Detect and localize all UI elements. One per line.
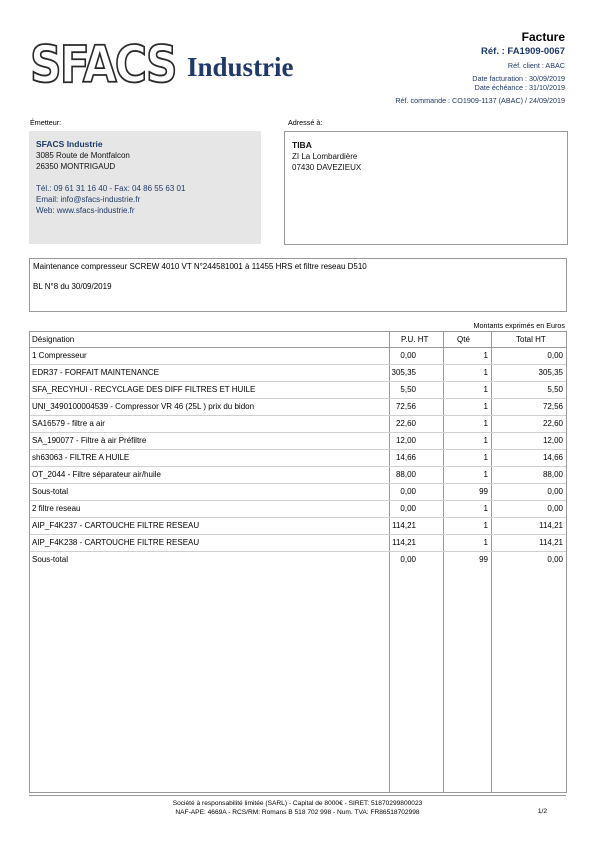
item-unit-price: 114,21 [392,538,416,547]
emitter-address-line1: 3085 Route de Montfalcon [36,151,130,160]
item-designation: SA_190077 - Filtre à air Préfiltre [32,436,147,445]
item-unit-price: 0,00 [400,555,416,564]
table-row [30,518,566,535]
item-total: 14,66 [542,453,563,462]
item-unit-price: 0,00 [400,504,416,513]
item-unit-price: 22,60 [395,419,416,428]
item-designation: Sous-total [32,487,69,496]
header-quantity: Qté [457,335,470,344]
table-row [30,484,566,501]
item-designation: AIP_F4K237 - CARTOUCHE FILTRE RESEAU [32,521,200,530]
item-unit-price: 14,66 [395,453,416,462]
header-unit-price: P.U. HT [401,335,429,344]
item-designation: 2 filtre reseau [32,504,81,513]
table-header [30,332,566,348]
item-quantity: 1 [483,368,488,377]
emitter-label: Émetteur: [30,118,62,127]
item-unit-price: 0,00 [400,487,416,496]
due-date: Date échéance : 31/10/2019 [474,83,565,92]
item-designation: UNI_3490100004539 - Compressor VR 46 (25L ) prix du bidon [32,402,255,411]
item-total: 114,21 [539,538,563,547]
logo-industrie-text: Industrie [187,52,294,82]
currency-note: Montants exprimés en Euros [473,321,565,330]
footer-divider [29,795,566,796]
item-quantity: 1 [483,385,488,394]
item-total: 305,35 [538,368,563,377]
invoice-header [395,30,565,105]
item-quantity: 99 [479,555,488,564]
table-row [30,450,566,467]
item-total: 22,60 [542,419,563,428]
item-total: 88,00 [542,470,563,479]
invoice-reference: Réf. : FA1909-0067 [481,46,565,57]
emitter-web: Web: www.sfacs-industrie.fr [36,206,135,215]
item-total: 72,56 [542,402,563,411]
company-logo [30,34,315,95]
invoice-object-box [29,258,567,312]
item-unit-price: 12,00 [395,436,416,445]
recipient-box [284,131,568,245]
item-total: 0,00 [547,555,563,564]
recipient-name: TIBA [292,140,312,150]
item-unit-price: 0,00 [400,351,416,360]
client-reference: Réf. client : ABAC [507,61,565,70]
header-designation: Désignation [32,335,75,344]
item-designation: EDR37 - FORFAIT MAINTENANCE [32,368,159,377]
item-unit-price: 5,50 [400,385,416,394]
table-row [30,501,566,518]
item-designation: AIP_F4K238 - CARTOUCHE FILTRE RESEAU [32,538,200,547]
emitter-name: SFACS Industrie [36,139,103,149]
item-quantity: 1 [483,436,488,445]
item-designation: SA16579 - filtre a air [32,419,105,428]
item-designation: sh63063 - FILTRE A HUILE [32,453,130,462]
emitter-phone: Tél.: 09 61 31 16 40 - Fax: 04 86 55 63 01 [36,184,186,193]
item-quantity: 1 [483,419,488,428]
item-unit-price: 88,00 [395,470,416,479]
recipient-address-line1: ZI La Lombardière [292,152,358,161]
item-total: 0,00 [547,351,563,360]
table-row [30,433,566,450]
emitter-email: Email: info@sfacs-industrie.fr [36,195,141,204]
footer-registration-info: NAF-APE: 4669A - RCS/RM: Romans B 518 702 998 - Num. TVA: FR86518702998 [175,809,420,816]
item-unit-price: 72,56 [395,402,416,411]
delivery-note: BL N°8 du 30/09/2019 [33,282,112,291]
page-number: 1/2 [537,808,547,815]
table-row [30,416,566,433]
invoice-items-table [29,331,567,793]
table-row [30,382,566,399]
item-quantity: 99 [479,487,488,496]
item-total: 0,00 [547,487,563,496]
item-quantity: 1 [483,470,488,479]
recipient-address-line2: 07430 DAVEZIEUX [292,163,362,172]
table-row [30,535,566,552]
item-quantity: 1 [483,538,488,547]
item-unit-price: 114,21 [392,521,416,530]
emitter-address-line2: 26350 MONTRIGAUD [36,162,116,171]
item-designation: 1 Compresseur [32,351,87,360]
item-quantity: 1 [483,521,488,530]
footer-company-info: Société à responsabilité limitée (SARL) - Capital de 8000€ - SIRET: 51870299800023 [172,800,423,807]
order-reference: Réf. commande : CO1909-1137 (ABAC) / 24/09/2019 [395,96,565,105]
item-quantity: 1 [483,504,488,513]
item-designation: OT_2044 - Filtre séparateur air/huile [32,470,161,479]
header-total: Total HT [516,335,546,344]
item-total: 0,00 [547,504,563,513]
table-row [30,348,566,365]
item-quantity: 1 [483,402,488,411]
item-quantity: 1 [483,351,488,360]
item-quantity: 1 [483,453,488,462]
item-unit-price: 305,35 [391,368,416,377]
document-title: Facture [521,30,565,44]
recipient-label: Adressé à: [288,118,323,127]
billing-date: Date facturation : 30/09/2019 [472,74,565,83]
object-description: Maintenance compresseur SCREW 4010 VT N°244581001 à 11455 HRS et filtre reseau D510 [33,262,367,271]
table-row [30,552,566,568]
item-designation: Sous-total [32,555,69,564]
item-total: 5,50 [547,385,563,394]
legal-footer [0,799,595,817]
table-row [30,365,566,382]
item-total: 114,21 [539,521,563,530]
item-total: 12,00 [542,436,563,445]
table-row [30,467,566,484]
logo-sfacs-text: SFACS [30,36,176,95]
emitter-box [29,131,261,244]
table-row [30,399,566,416]
item-designation: SFA_RECYHUI - RECYCLAGE DES DIFF FILTRES ET HUILE [32,385,256,394]
